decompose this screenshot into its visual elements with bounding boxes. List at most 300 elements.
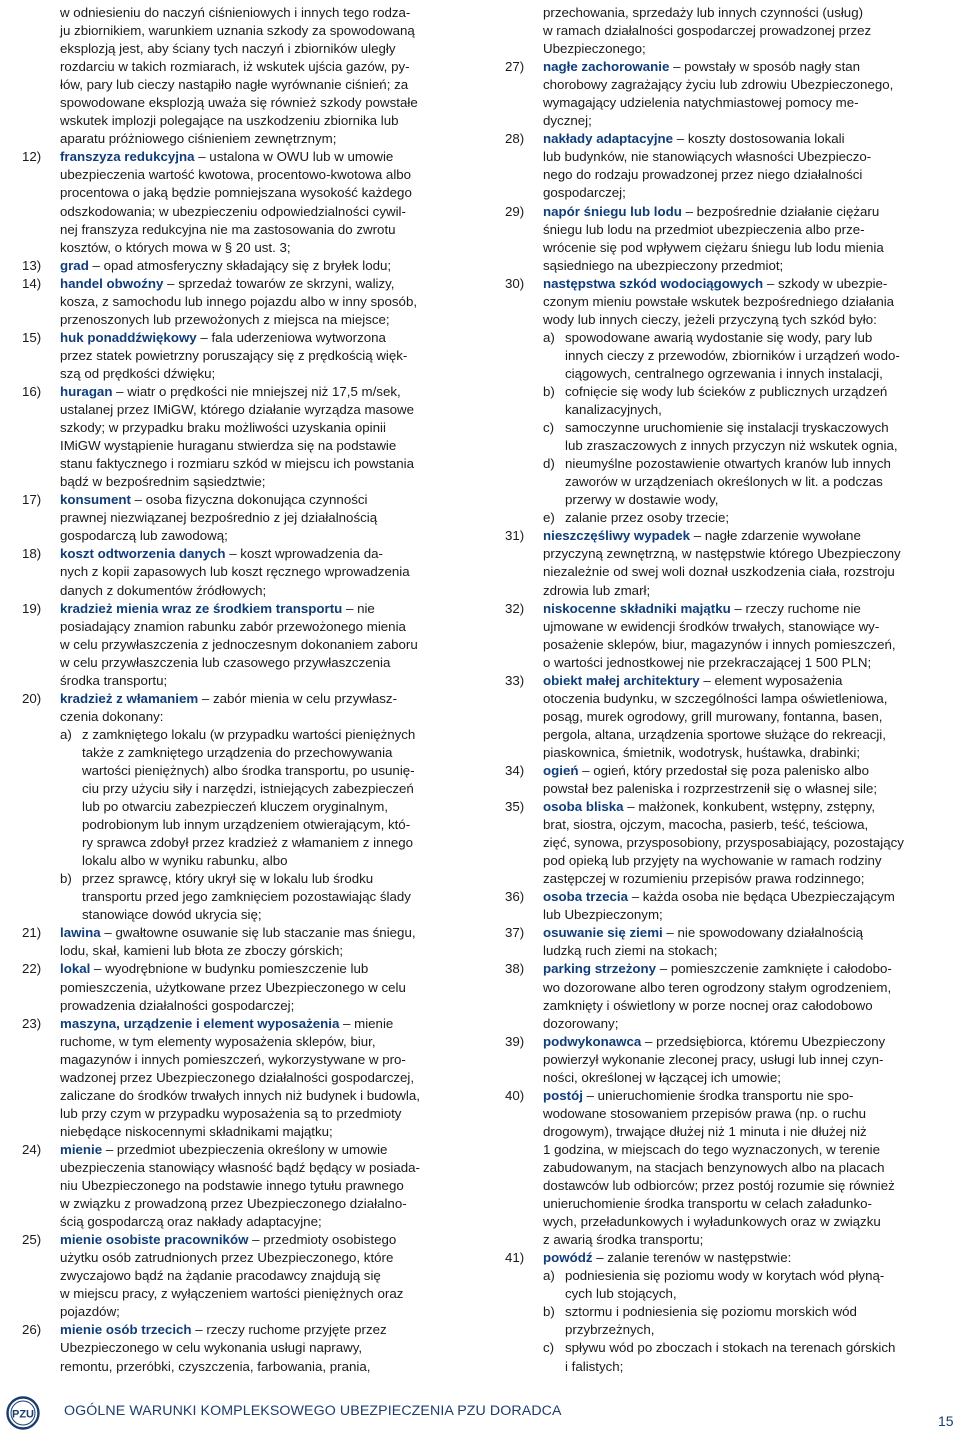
item-number: 32) xyxy=(505,600,525,616)
definition-first-line xyxy=(60,1321,471,1339)
item-number: 37) xyxy=(505,925,525,941)
definition-text: – nie spowodowany działalnością xyxy=(666,925,864,941)
definition-text: pod opieką lub przyjęty na wychowanie w ramach rodziny xyxy=(543,853,882,869)
definition-term: osoba trzecia xyxy=(543,889,628,905)
definition-text: pomieszczenia, użytkowane przez Ubezpieczonego w celu xyxy=(60,979,406,995)
definition-text: drogowym), trwające dłużej niż 1 minuta i nie dłużej niż xyxy=(543,1123,867,1139)
sub-item xyxy=(543,1303,952,1339)
definition-term: mienie osobiste pracowników xyxy=(60,1232,249,1248)
right-column xyxy=(505,4,952,1376)
definition-item xyxy=(22,491,471,545)
definition-text: – element wyposażenia xyxy=(703,672,843,688)
definition-text: – zabór mienia w celu przywłasz- xyxy=(201,690,397,706)
definition-text: w związku z prowadzoną przez Ubezpieczonego działalno- xyxy=(60,1196,407,1212)
sub-item-text: kanalizacyjnych, xyxy=(565,402,662,418)
sub-item-text: podrobionym lub innym urządzeniem otwierającym, któ- xyxy=(82,817,411,833)
definition-first-line xyxy=(60,1015,471,1033)
definition-text: wych, przeładunkowych i wyładunkowych oraz w związku xyxy=(543,1214,881,1230)
definition-item xyxy=(22,1321,471,1375)
definition-text: wymagający udzielenia natychmiastowej pomocy me- xyxy=(543,95,859,111)
definition-text: – sprzedaż towarów ze skrzyni, walizy, xyxy=(167,275,395,291)
logo-text: PZU xyxy=(12,1408,34,1421)
definition-text: posażenie sklepów, biur, magazynów i innych pomieszczeń, xyxy=(543,636,896,652)
definition-text: procentowa o jaką będzie pomniejszana wysokość każdego xyxy=(60,185,412,201)
definition-text: lub budynków, nie stanowiących własności Ubezpieczo- xyxy=(543,149,872,165)
definition-text: unieruchomienie środka transportu w celach załadunko- xyxy=(543,1196,872,1212)
sub-item-text: lub zraszaczowych z innych przyczyn niż wskutek ognia, xyxy=(565,438,898,454)
sub-item xyxy=(60,726,471,870)
definition-text: niezależnie od swej woli doznał uszkodzenia ciała, rozstroju xyxy=(543,564,895,580)
definition-text: – koszty dostosowania lokali xyxy=(676,131,845,147)
definition-text: gospodarczą lub zawodową; xyxy=(60,528,228,544)
definition-first-line xyxy=(543,600,952,618)
definition-first-line xyxy=(60,1141,471,1159)
definition-term: maszyna, urządzenie i element wyposażenia xyxy=(60,1015,340,1031)
definition-item xyxy=(22,545,471,599)
definition-item xyxy=(505,600,952,672)
definition-first-line xyxy=(543,762,952,780)
sub-item-text: z zamkniętego lokalu (w przypadku wartości pieniężnych xyxy=(82,726,416,742)
definition-text: – nie xyxy=(345,600,375,616)
definition-text: – pomieszczenie zamknięte i całodobo- xyxy=(659,961,892,977)
definition-text: szkody; w przypadku braku możliwości uzyskania opinii xyxy=(60,420,386,436)
definition-first-line xyxy=(543,58,952,76)
sub-item-text: nieumyślne pozostawienie otwartych kranów lub innych xyxy=(565,456,891,472)
definition-item xyxy=(22,924,471,960)
definition-text: wody lub innych cieczy, jeżeli przyczyną tych szkód było: xyxy=(543,311,877,327)
definition-first-line xyxy=(60,257,471,275)
sub-item-text: podniesienia się poziomu wody w korytach wód płyną- xyxy=(565,1268,885,1284)
definition-first-line xyxy=(60,1231,471,1249)
definition-term: następstwa szkód wodociągowych xyxy=(543,275,764,291)
definition-text: brat, siostra, ojczym, macocha, pasierb, teść, teściowa, xyxy=(543,817,869,833)
definition-text: użytku osób zatrudnionych przez Ubezpieczonego, które xyxy=(60,1250,394,1266)
item-number: 35) xyxy=(505,799,525,815)
definition-text: chorobowy zagrażający życiu lub zdrowiu Ubezpieczonego, xyxy=(543,77,894,93)
page-number: 15 xyxy=(938,1413,954,1429)
definition-text: 1 godzina, w miejscach do tego wyznaczonych, w terenie xyxy=(543,1141,881,1157)
definition-text: powstał bez paleniska i rozprzestrzenił się o własnej sile; xyxy=(543,781,878,797)
definition-term: kradzież z włamaniem xyxy=(60,690,199,706)
definition-item xyxy=(505,275,952,528)
definition-text: wodowane stosowaniem przepisów prawa (np. o ruchu xyxy=(543,1105,866,1121)
definition-item xyxy=(505,798,952,888)
definition-text: dostawców lub odbiorców; przez postój rozumie się również xyxy=(543,1178,895,1194)
definition-item xyxy=(505,203,952,275)
definition-item xyxy=(22,383,471,491)
sub-item xyxy=(60,870,471,924)
definition-text: IMiGW wystąpienie huraganu stwierdza się na podstawie xyxy=(60,438,397,454)
definition-text: niu Ubezpieczonego na podstawie innego tytułu prawnego xyxy=(60,1178,404,1194)
definition-text: dycznej; xyxy=(543,113,592,129)
definition-first-line xyxy=(60,545,471,563)
definition-item xyxy=(22,690,471,925)
item-number: 22) xyxy=(22,961,42,977)
sub-item-text: samoczynne uruchomienie się instalacji tryskaczowych xyxy=(565,420,889,436)
definition-text: stanu faktycznego i rozmiaru szkód w miejscu ich powstania xyxy=(60,456,414,472)
definition-item xyxy=(505,130,952,202)
sub-item xyxy=(543,1339,952,1375)
definition-text: – unieruchomienie środka transportu nie spo- xyxy=(586,1087,854,1103)
definition-term: obiekt małej architektury xyxy=(543,672,700,688)
definition-text: – bezpośrednie działanie ciężaru xyxy=(685,203,880,219)
sub-item-letter: e) xyxy=(543,510,555,526)
definition-text: śniegu lub lodu na przedmiot ubezpieczenia albo prze- xyxy=(543,221,865,237)
definition-text: – każda osoba nie będąca Ubezpieczającym xyxy=(631,889,895,905)
definition-term: mienie osób trzecich xyxy=(60,1322,192,1338)
definition-text: czonym mieniu powstałe wskutek bezpośredniego działania xyxy=(543,293,895,309)
page-footer xyxy=(0,1388,960,1434)
definition-text: zastępczej w rozumieniu przepisów prawa rodzinnego; xyxy=(543,871,865,887)
sub-item-text: także z zamkniętego urządzenia do przechowywania xyxy=(82,744,393,760)
definition-item xyxy=(505,527,952,599)
item-number: 24) xyxy=(22,1141,42,1157)
sub-item-text: ciągowych, centralnego ogrzewania i innych instalacji, xyxy=(565,365,883,381)
definition-text: – wiatr o prędkości nie mniejszej niż 17,5 m/sek, xyxy=(116,383,401,399)
definition-text: nego do rodzaju prowadzonej przez niego działalności xyxy=(543,167,863,183)
sub-item-text: i falistych; xyxy=(565,1358,624,1374)
definition-text: – wyodrębnione w budynku pomieszczenie lub xyxy=(94,961,369,977)
definition-item xyxy=(505,960,952,1032)
text-line: eksplozją jest, aby ściany tych naczyń i zbiorników uległy xyxy=(60,41,396,57)
sub-item xyxy=(543,419,952,455)
item-number: 39) xyxy=(505,1033,525,1049)
definition-text: – opad atmosferyczny składający się z bryłek lodu; xyxy=(92,257,392,273)
definition-term: postój xyxy=(543,1087,583,1103)
definition-text: kosza, z samochodu lub innego pojazdu albo w inny sposób, xyxy=(60,293,418,309)
definition-item xyxy=(22,329,471,383)
text-line: Ubezpieczonego; xyxy=(543,41,646,57)
item-number: 38) xyxy=(505,961,525,977)
definition-term: konsument xyxy=(60,492,131,508)
item-number: 33) xyxy=(505,672,525,688)
item-number: 25) xyxy=(22,1232,42,1248)
definition-term: franszyza redukcyjna xyxy=(60,149,195,165)
definition-first-line xyxy=(543,924,952,942)
item-number: 18) xyxy=(22,546,42,562)
sub-item-text: innych cieczy z przewodów, zbiorników i urządzeń wodo- xyxy=(565,347,900,363)
definition-term: niskocenne składniki majątku xyxy=(543,600,731,616)
definition-text: zamknięty i oświetlony w porze nocnej oraz całodobowo xyxy=(543,997,873,1013)
definition-first-line xyxy=(543,798,952,816)
item-number: 28) xyxy=(505,131,525,147)
definition-text: sąsiedniego na ubezpieczony przedmiot; xyxy=(543,257,784,273)
definition-text: – ogień, który przedostał się poza palenisko albo xyxy=(582,762,869,778)
sub-item-text: ciu przy użyciu siły i narzędzi, istniejących zabezpieczeń xyxy=(82,781,414,797)
definition-text: gospodarczej; xyxy=(543,185,626,201)
definition-text: przenoszonych lub przewożonych z miejsca na miejsce; xyxy=(60,311,390,327)
definition-text: odszkodowania; w ubezpieczeniu odpowiedzialności cywil- xyxy=(60,203,406,219)
definition-term: mienie xyxy=(60,1141,103,1157)
item-number: 41) xyxy=(505,1250,525,1266)
definition-text: powierzył wykonanie zleconej pracy, usługi lub innej czyn- xyxy=(543,1051,884,1067)
sub-item-text: transportu przed jego zamknięciem pozostawiając ślady xyxy=(82,889,411,905)
item-number: 30) xyxy=(505,275,525,291)
definition-text: – rzeczy ruchome przyjęte przez xyxy=(195,1322,387,1338)
sub-item-text: przybrzeżnych, xyxy=(565,1322,655,1338)
definition-term: napór śniegu lub lodu xyxy=(543,203,682,219)
sub-item xyxy=(543,383,952,419)
definition-text: wadzonej przez Ubezpieczonego działalności gospodarczej, xyxy=(60,1069,415,1085)
definition-text: czenia dokonany: xyxy=(60,708,164,724)
definition-term: lokal xyxy=(60,961,91,977)
definition-term: kradzież mienia wraz ze środkiem transportu xyxy=(60,600,343,616)
definition-item xyxy=(505,1249,952,1375)
text-line: łów, pary lub cieczy nastąpiło nagłe wyrównanie ciśnień; za xyxy=(60,77,409,93)
definition-text: pergola, altana, urządzenia sportowe służące do rekreacji, xyxy=(543,726,886,742)
definition-text: – przedmiot ubezpieczenia określony w umowie xyxy=(105,1141,388,1157)
sub-item xyxy=(543,329,952,383)
definition-first-line xyxy=(543,130,952,148)
definition-item xyxy=(505,762,952,798)
sub-item xyxy=(543,1267,952,1303)
definition-term: ogień xyxy=(543,762,579,778)
definition-term: nagłe zachorowanie xyxy=(543,59,670,75)
item-number: 19) xyxy=(22,600,42,616)
definition-text: ubezpieczenia stanowiący własność bądź będący w posiada- xyxy=(60,1160,420,1175)
definition-text: ności, określonej w łączącej ich umowie; xyxy=(543,1069,781,1085)
sub-item-text: sztormu i podniesienia się poziomu morskich wód xyxy=(565,1304,857,1320)
definition-text: – ustalona w OWU lub w umowie xyxy=(198,149,394,165)
definition-item xyxy=(22,600,471,690)
text-line: aparatu próżniowego ciśnieniem zewnętrznym; xyxy=(60,131,337,147)
item-number: 26) xyxy=(22,1322,42,1338)
definition-text: otoczenia budynku, w szczególności lampa oświetleniowa, xyxy=(543,690,888,706)
sub-item-letter: d) xyxy=(543,456,555,472)
definition-term: handel obwoźny xyxy=(60,275,164,291)
sub-item-text: spowodowane awarią wydostanie się wody, pary lub xyxy=(565,329,873,345)
sub-item-text: ry sprawca zdobył przez kradzież z włamaniem z innego xyxy=(82,835,414,851)
definition-text: nej franszyza redukcyjna nie ma zastosowania do zwrotu xyxy=(60,221,396,237)
definition-first-line xyxy=(60,329,471,347)
sub-item xyxy=(543,509,952,527)
definition-first-line xyxy=(543,888,952,906)
definition-item xyxy=(22,148,471,256)
definition-term: osuwanie się ziemi xyxy=(543,925,663,941)
definition-term: lawina xyxy=(60,925,101,941)
definition-text: zdrowia lub zmarł; xyxy=(543,582,651,598)
definition-text: w celu przywłaszczenia z jednoczesnym dokonaniem zaboru xyxy=(60,636,418,652)
definition-term: nakłady adaptacyjne xyxy=(543,131,674,147)
text-line: rozdarciu w takich rozmiarach, iż wskutek ujścia gazów, py- xyxy=(60,59,410,75)
definition-text: – rzeczy ruchome nie xyxy=(734,600,861,616)
definition-item xyxy=(505,924,952,960)
sub-item-letter: a) xyxy=(60,726,72,742)
text-line: wskutek implozji polegające na uszkodzeniu zbiornika lub xyxy=(60,113,399,129)
definition-item xyxy=(505,888,952,924)
definition-term: powódź xyxy=(543,1250,593,1266)
item-number: 29) xyxy=(505,203,525,219)
sub-item-letter: a) xyxy=(543,1268,555,1284)
sub-item-letter: a) xyxy=(543,329,555,345)
definition-text: przyczyną zewnętrzną, w następstwie którego Ubezpieczony xyxy=(543,546,901,562)
definition-text: bądź w bezpośrednim sąsiedztwie; xyxy=(60,474,266,490)
sub-item-text: cych lub stojących, xyxy=(565,1286,677,1302)
sub-item-text: spływu wód po zboczach i stokach na terenach górskich xyxy=(565,1340,896,1356)
definition-text: posiadający znamion rabunku zabór przewożonego mienia xyxy=(60,618,406,634)
definition-item xyxy=(22,1141,471,1231)
pzu-logo-icon xyxy=(6,1396,40,1430)
text-line: w ramach działalności gospodarczej prowadzonej przez xyxy=(543,23,872,39)
item-number: 17) xyxy=(22,492,42,508)
left-column xyxy=(22,4,471,1376)
item-number: 27) xyxy=(505,59,525,75)
definition-text: prawnej niezwiązanej bezpośrednio z jej działalnością xyxy=(60,510,378,526)
definition-text: zaliczane do środków trwałych innych niż budynek i budowla, xyxy=(60,1087,420,1103)
text-line: w odniesieniu do naczyń ciśnieniowych i innych tego rodza- xyxy=(60,5,411,20)
definition-item xyxy=(22,960,471,1014)
definition-first-line xyxy=(543,275,952,293)
sub-item-text: przez sprawcę, który ukrył się w lokalu lub środku xyxy=(82,871,374,887)
item-number: 16) xyxy=(22,383,42,399)
definition-term: parking strzeżony xyxy=(543,961,657,977)
definition-text: – zalanie terenów w następstwie: xyxy=(596,1250,792,1266)
definition-first-line xyxy=(60,491,471,509)
definition-text: – osoba fizyczna dokonująca czynności xyxy=(134,492,368,508)
definition-first-line xyxy=(543,672,952,690)
sub-item-text: stanowiące dowód ukrycia się; xyxy=(82,907,262,923)
definition-text: nych z kopii zapasowych lub koszt ręcznego wprowadzenia xyxy=(60,564,410,580)
definition-text: – fala uderzeniowa wytworzona xyxy=(200,329,386,345)
definition-text: prowadzenia działalności gospodarczej; xyxy=(60,997,295,1013)
definition-text: dozorowany; xyxy=(543,1015,619,1031)
definition-text: ludzką ruch ziemi na stokach; xyxy=(543,943,718,959)
definition-text: remontu, przeróbki, czyszczenia, farbowania, prania, xyxy=(60,1358,371,1374)
definition-item xyxy=(505,672,952,762)
sub-item-letter: b) xyxy=(543,1304,555,1320)
definition-term: podwykonawca xyxy=(543,1033,642,1049)
sub-item-letter: b) xyxy=(543,383,555,399)
definition-item xyxy=(505,1087,952,1249)
definition-text: kosztów, o których mowa w § 20 ust. 3; xyxy=(60,239,291,255)
definition-item xyxy=(22,257,471,275)
definition-item xyxy=(505,1033,952,1087)
item-number: 15) xyxy=(22,329,42,345)
sub-item-text: zalanie przez osoby trzecie; xyxy=(565,510,730,526)
definition-term: grad xyxy=(60,257,89,273)
definition-text: Ubezpieczonego w celu wykonania usługi naprawy, xyxy=(60,1340,363,1356)
sub-item-text: lub po otwarciu zabezpieczeń kluczem oryginalnym, xyxy=(82,799,388,815)
definition-text: piaskownica, śmietnik, wodotrysk, huśtawka, drabinki; xyxy=(543,744,861,760)
definition-text: – koszt wprowadzenia da- xyxy=(229,546,383,562)
definition-text: szą od prędkości dźwięku; xyxy=(60,365,216,381)
sub-item-text: wartości pieniężnych) albo środka transportu, po usunię- xyxy=(82,762,415,778)
definition-first-line xyxy=(60,690,471,708)
definition-text: ustalanej przez IMiGW, którego działanie wyrządza masowe xyxy=(60,402,414,418)
definition-text: lub przy czym w przypadku wyposażenia są to przedmioty xyxy=(60,1105,402,1121)
text-line: ju zbiornikiem, warunkiem uznania szkody za spowodowaną xyxy=(60,23,415,39)
definition-text: danych z dokumentów źródłowych; xyxy=(60,582,267,598)
item-number: 13) xyxy=(22,257,42,273)
continuation-text xyxy=(60,4,471,148)
definition-text: o wartości jednostkowej nie przekraczającej 1 500 PLN; xyxy=(543,654,872,670)
item-number: 36) xyxy=(505,889,525,905)
sub-item-text: zaworów w urządzeniach określonych w lit. a podczas xyxy=(565,474,883,490)
definition-text: magazynów i innych pomieszczeń, wykorzystywane w pro- xyxy=(60,1051,406,1067)
definition-text: – przedmioty osobistego xyxy=(252,1232,397,1248)
definition-text: – przedsiębiorca, któremu Ubezpieczony xyxy=(644,1033,886,1049)
definition-item xyxy=(22,1231,471,1321)
definition-first-line xyxy=(543,1087,952,1105)
definition-first-line xyxy=(543,527,952,545)
definition-text: ubezpieczenia wartość kwotowa, procentowo-kwotowa albo xyxy=(60,167,412,183)
definition-text: zięć, synowa, przysposobiony, przysposabiający, pozostający xyxy=(543,835,904,851)
item-number: 40) xyxy=(505,1087,525,1103)
definition-text: z awarią środka transportu; xyxy=(543,1232,704,1248)
definition-text: ścią gospodarczą oraz nakłady adaptacyjne; xyxy=(60,1214,322,1230)
definition-first-line xyxy=(60,383,471,401)
sub-item-letter: c) xyxy=(543,1340,555,1356)
sub-item-text: cofnięcie się wody lub ścieków z publicznych urządzeń xyxy=(565,383,888,399)
item-number: 20) xyxy=(22,690,42,706)
definition-text: wrócenie się pod wpływem ciężaru śniegu lub lodu mienia xyxy=(543,239,884,255)
item-number: 12) xyxy=(22,149,42,165)
definition-text: zwyczajowo bądź na żądanie pracodawcy znajdują się xyxy=(60,1268,381,1284)
sub-item-letter: b) xyxy=(60,871,72,887)
item-number: 23) xyxy=(22,1015,42,1031)
definition-term: nieszczęśliwy wypadek xyxy=(543,528,691,544)
item-number: 34) xyxy=(505,762,525,778)
definition-text: środka transportu; xyxy=(60,672,168,688)
definition-first-line xyxy=(60,148,471,166)
definition-first-line xyxy=(543,1249,952,1267)
footer-title: OGÓLNE WARUNKI KOMPLEKSOWEGO UBEZPIECZENIA PZU DORADCA xyxy=(64,1403,562,1419)
definition-first-line xyxy=(60,275,471,293)
definition-text: ujmowane w ewidencji środków trwałych, stanowiące wy- xyxy=(543,618,880,634)
definition-text: – mienie xyxy=(343,1015,394,1031)
definition-first-line xyxy=(543,1033,952,1051)
definition-term: huragan xyxy=(60,383,113,399)
definition-text: zabudowanym, na stacjach benzynowych albo na placach xyxy=(543,1160,885,1175)
definition-first-line xyxy=(543,960,952,978)
definition-term: osoba bliska xyxy=(543,799,624,815)
sub-item xyxy=(543,455,952,509)
definition-first-line xyxy=(60,924,471,942)
definition-text: przez statek powietrzny poruszający się z prędkością więk- xyxy=(60,347,408,363)
definition-item xyxy=(22,275,471,329)
item-number: 14) xyxy=(22,275,42,291)
sub-item-text: przerwy w dostawie wody, xyxy=(565,492,719,508)
definition-text: – gwałtowne osuwanie się lub staczanie mas śniegu, xyxy=(104,925,416,941)
sub-item-letter: c) xyxy=(543,420,555,436)
continuation-text xyxy=(543,4,952,58)
item-number: 31) xyxy=(505,528,525,544)
definition-text: wo dozorowane albo teren ogrodzony stałym ogrodzeniem, xyxy=(543,979,892,995)
definition-term: huk ponaddźwiękowy xyxy=(60,329,197,345)
definition-term: koszt odtworzenia danych xyxy=(60,546,226,562)
definition-text: w miejscu pracy, z wyłączeniem wartości pieniężnych oraz xyxy=(60,1286,404,1302)
text-line: przechowania, sprzedaży lub innych czynności (usług) xyxy=(543,5,864,20)
definition-text: – małżonek, konkubent, wstępny, zstępny, xyxy=(627,799,876,815)
definition-text: w celu przywłaszczenia lub czasowego przywłaszczenia xyxy=(60,654,391,670)
definition-item xyxy=(505,58,952,130)
definition-text: lodu, skał, kamieni lub błota ze zboczy górskich; xyxy=(60,943,344,959)
definition-text: – szkody w ubezpie- xyxy=(766,275,888,291)
definition-first-line xyxy=(60,600,471,618)
text-line: spowodowane eksplozją uważa się również szkody powstałe xyxy=(60,95,418,111)
definition-text: ruchome, w tym elementy wyposażenia sklepów, biur, xyxy=(60,1033,376,1049)
sub-item-text: lokalu albo w wyniku rabunku, albo xyxy=(82,853,288,869)
definition-text: – nagłe zdarzenie wywołane xyxy=(693,528,861,544)
definition-text: niebędące niskocennymi składnikami majątku; xyxy=(60,1123,333,1139)
item-number: 21) xyxy=(22,925,42,941)
definition-text: posąg, murek ogrodowy, grill murowany, fontanna, basen, xyxy=(543,708,883,724)
definition-text: lub Ubezpieczonym; xyxy=(543,907,663,923)
definition-item xyxy=(22,1015,471,1141)
definition-text: – powstały w sposób nagły stan xyxy=(673,59,861,75)
definition-first-line xyxy=(543,203,952,221)
definition-first-line xyxy=(60,960,471,978)
